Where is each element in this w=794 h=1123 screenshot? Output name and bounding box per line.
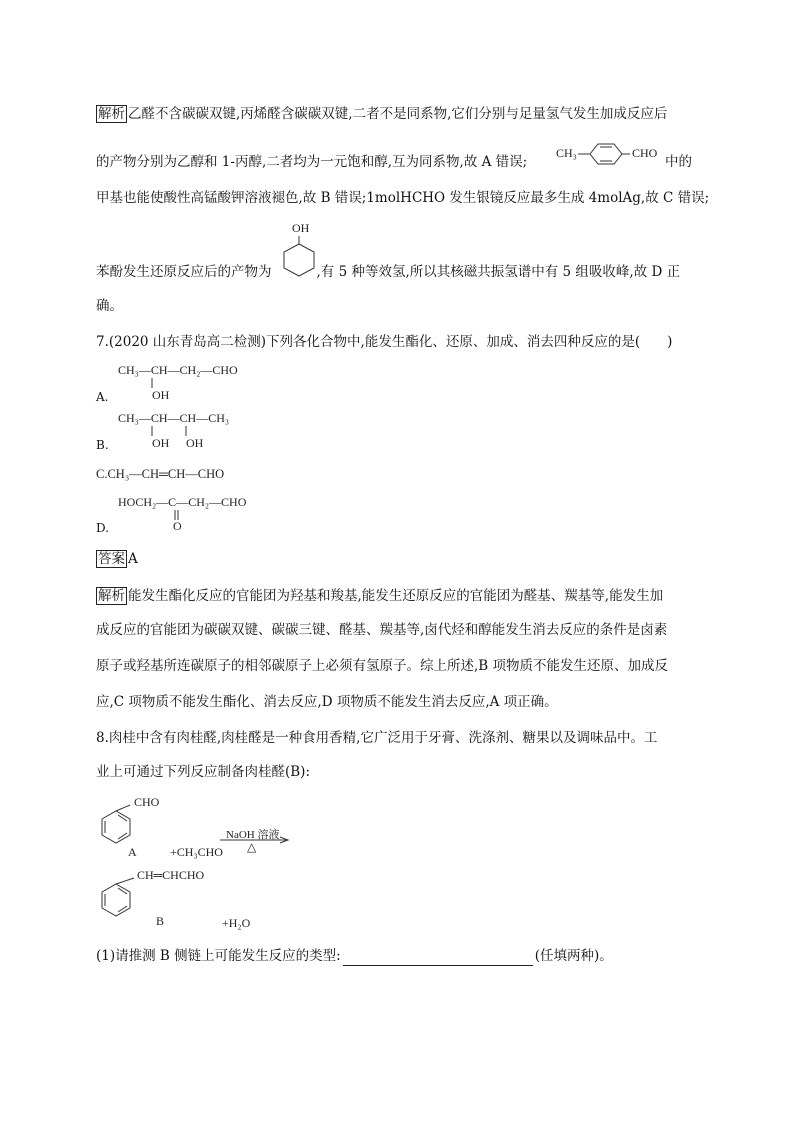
analysis-tag: 解析 [98,106,125,122]
plus-ch3cho: +CH₃CHO [170,845,223,859]
q7-answer: 答案 A [98,551,138,567]
q6-line2-end: 中的 [665,154,692,170]
label-a: A [128,845,137,859]
cinnamaldehyde-chain: CH═CHCHO [137,868,205,882]
benzaldehyde-cho-label: CHO [134,795,160,809]
q6-analysis-line3: 甲基也能使酸性高锰酸钾溶液褪色,故 B 错误;1molHCHO 发生银镜反应最多生成 4molAg,故 C 错误; [96,190,710,206]
p-tolualdehyde-structure [578,142,638,172]
cinnamaldehyde-structure [100,876,140,920]
arrow-condition-top: NaOH 溶液 [226,829,280,841]
oh-label: OH [292,221,310,235]
q8-subquestion-1: (1)请推测 B 侧链上可能发生反应的类型: (任填两种)。 [96,948,613,964]
struct-ch3-label: CH₃ [556,146,577,160]
arrow-condition-bottom: △ [247,840,257,854]
answer-blank[interactable] [343,951,533,966]
q7-option-b-bonds [150,426,190,436]
q7-option-b-main: CH₃—CH—CH—CH₃ [118,411,230,425]
q7-option-d-label: D. [96,521,110,535]
q7-option-d-o: O [173,519,182,533]
answer-tag: 答案 [98,551,125,567]
q7-option-a-oh: OH [152,388,170,402]
q7-option-b-label: B. [96,438,109,452]
q6-analysis-line4: 苯酚发生还原反应后的产物为 ,有 5 种等效氢,所以其核磁共振氢谱中有 5 组吸收峰,故 D 正 [96,264,681,280]
q6-analysis-line5: 确。 [96,298,123,314]
q7-option-c: C.CH₃—CH═CH—CHO [96,467,225,481]
q7-analysis-line2: 成反应的官能团为碳碳双键、碳碳三键、醛基、羰基等,卤代烃和醇能发生消去反应的条件是卤素 [96,622,668,638]
q7-analysis-line3: 原子或羟基所连碳原子的相邻碳原子上必须有氢原子。综上所述,B 项物质不能发生还原、加成反 [96,658,669,674]
q7-option-a-main: CH₃—CH—CH₂—CHO [118,363,238,377]
q7-analysis-line4: 应,C 项物质不能发生酯化、消去反应,D 项物质不能发生消去反应,A 项正确。 [96,694,558,710]
q7-option-d-main: HOCH₂—C—CH₂—CHO [118,495,247,509]
q7-analysis-line1: 解析 能发生酯化反应的官能团为羟基和羧基,能发生还原反应的官能团为醛基、羰基等,能发生加 [98,588,664,604]
q7-option-b-oh2: OH [186,436,204,450]
q6-analysis-line1: 解析 乙醛不含碳碳双键,丙烯醛含碳碳双键,二者不是同系物,它们分别与足量氢气发生加成反应后 [98,106,668,122]
struct-cho-label: CHO [632,146,658,160]
q7-stem: 7.(2020 山东青岛高二检测)下列各化合物中,能发生酯化、还原、加成、消去四种反应的是( ) [96,334,673,350]
label-b: B [156,914,165,928]
benzaldehyde-structure [100,803,140,847]
q6-analysis-line2: 的产物分别为乙醇和 1-丙醇,二者均为一元饱和醇,互为同系物,故 A 错误; [96,154,528,170]
q7-option-b-oh1: OH [152,436,170,450]
plus-h2o: +H₂O [222,916,251,930]
q7-option-a-bond [150,378,154,388]
q8-stem-line1: 8.肉桂中含有肉桂醛,肉桂醛是一种食用香精,它广泛用于牙膏、洗涤剂、糖果以及调味品中。工 [96,730,658,746]
q7-option-a-label: A. [96,390,109,404]
analysis-tag: 解析 [98,588,125,604]
q8-stem-line2: 业上可通过下列反应制备肉桂醛(B): [96,764,311,780]
